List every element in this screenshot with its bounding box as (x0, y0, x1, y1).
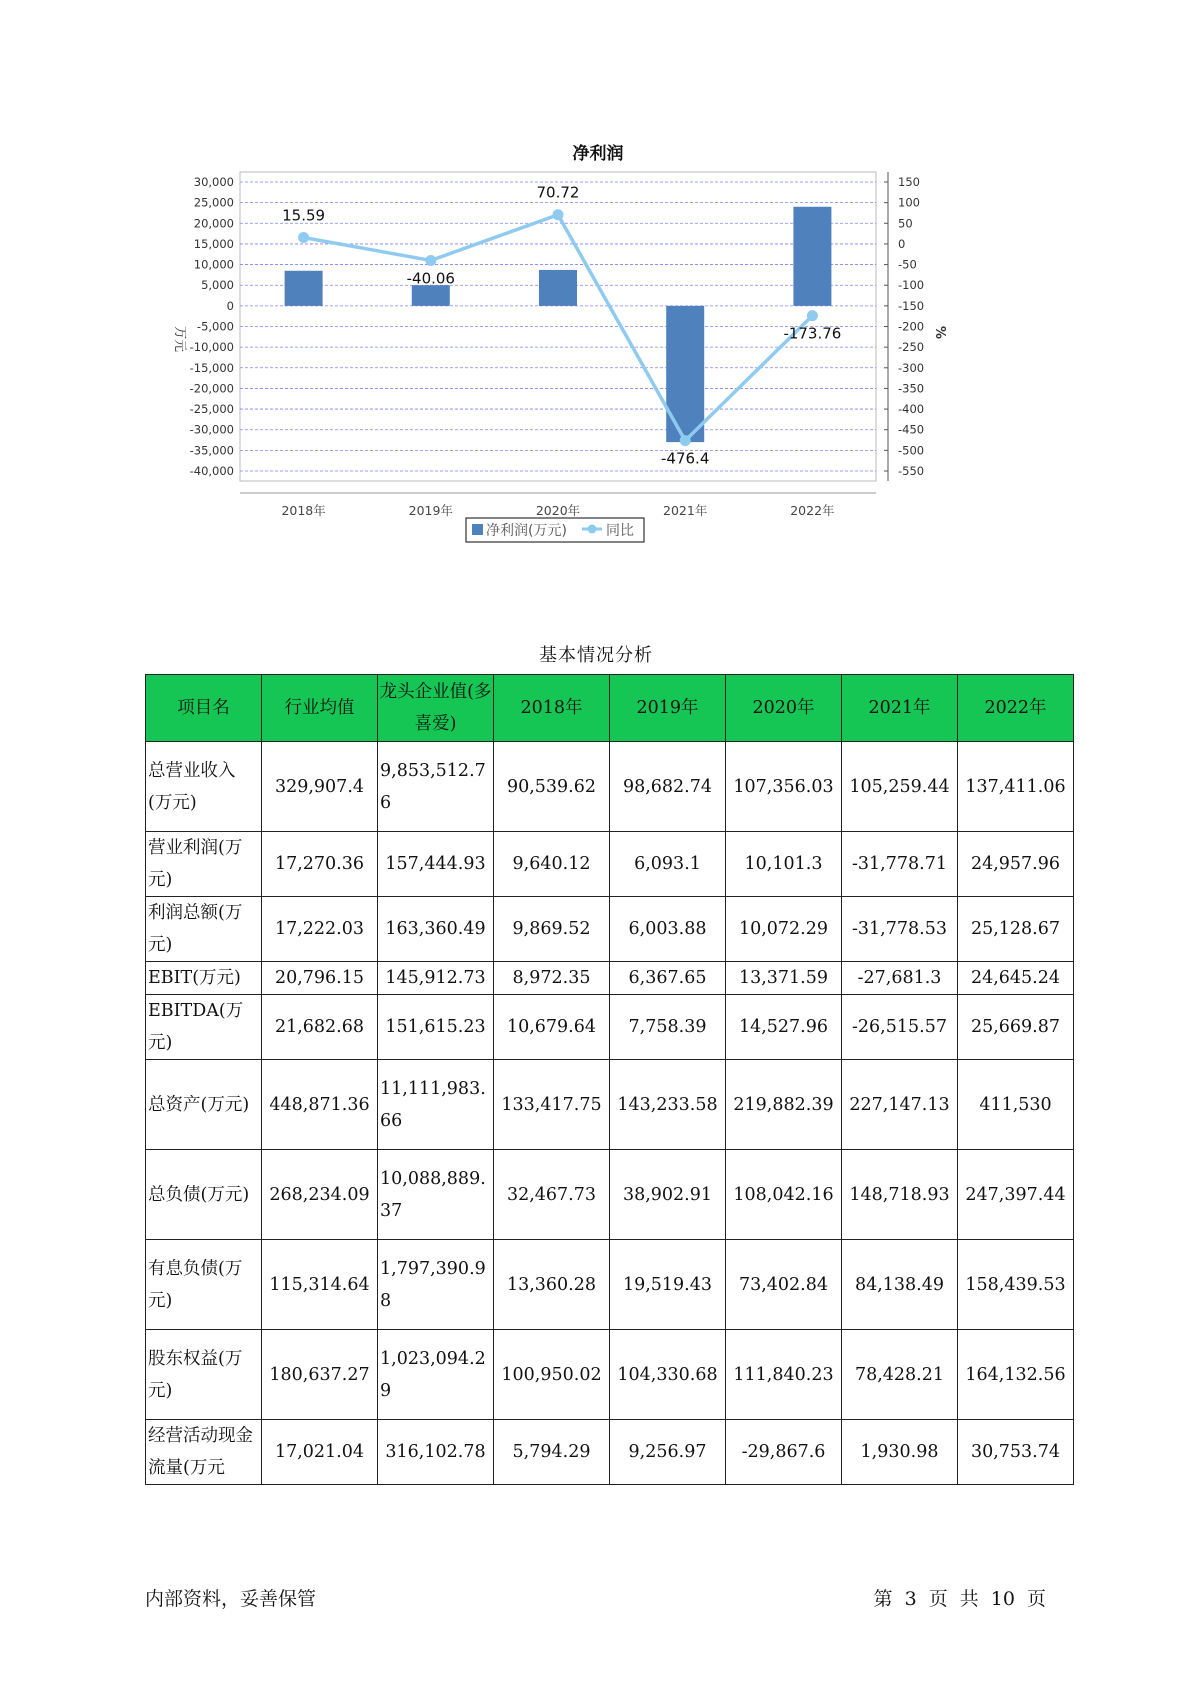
value-cell: 115,314.64 (262, 1240, 378, 1330)
value-cell: 164,132.56 (958, 1330, 1074, 1420)
value-cell: -31,778.71 (842, 832, 958, 897)
row-label-cell: 股东权益(万元) (146, 1330, 262, 1420)
y-left-tick-label: 25,000 (193, 195, 234, 210)
y-right-tick-label: 0 (898, 236, 906, 251)
y-left-tick-label: -10,000 (189, 340, 234, 355)
y-left-tick-label: -35,000 (189, 443, 234, 458)
row-label-cell: 利润总额(万元) (146, 897, 262, 962)
basic-analysis-table (145, 674, 1074, 1485)
table-header-cell: 项目名 (146, 675, 262, 742)
value-cell: 84,138.49 (842, 1240, 958, 1330)
chart-bars (285, 207, 832, 442)
value-cell: 25,669.87 (958, 995, 1074, 1060)
value-cell: 10,072.29 (726, 897, 842, 962)
value-cell: 25,128.67 (958, 897, 1074, 962)
yoy-data-label: -476.4 (661, 449, 710, 468)
table-header-cell: 2019年 (610, 675, 726, 742)
value-cell: 6,367.65 (610, 962, 726, 995)
y-left-tick-label: 10,000 (193, 257, 234, 272)
yoy-data-label: -40.06 (406, 269, 455, 288)
legend-line-marker (588, 525, 597, 534)
row-label-cell: EBIT(万元) (146, 962, 262, 995)
value-cell: 19,519.43 (610, 1240, 726, 1330)
value-cell: 316,102.78 (378, 1420, 494, 1485)
value-cell: 100,950.02 (494, 1330, 610, 1420)
value-cell: 9,853,512.76 (378, 742, 494, 832)
table-row (146, 995, 1074, 1060)
row-label-cell: 营业利润(万元) (146, 832, 262, 897)
value-cell: 30,753.74 (958, 1420, 1074, 1485)
value-cell: 17,270.36 (262, 832, 378, 897)
y-left-tick-label: -20,000 (189, 381, 234, 396)
table-header-cell: 2018年 (494, 675, 610, 742)
value-cell: 9,256.97 (610, 1420, 726, 1485)
yoy-point (298, 232, 309, 243)
value-cell: 1,797,390.98 (378, 1240, 494, 1330)
value-cell: 21,682.68 (262, 995, 378, 1060)
value-cell: 137,411.06 (958, 742, 1074, 832)
value-cell: 111,840.23 (726, 1330, 842, 1420)
table-header-cell: 2022年 (958, 675, 1074, 742)
y-left-tick-label: 15,000 (193, 236, 234, 251)
value-cell: 90,539.62 (494, 742, 610, 832)
table-header-row (146, 675, 1074, 742)
yoy-line (304, 215, 813, 441)
value-cell: 157,444.93 (378, 832, 494, 897)
value-cell: 10,101.3 (726, 832, 842, 897)
table-row (146, 1240, 1074, 1330)
y-right-tick-label: -550 (898, 464, 925, 478)
y-right-tick-label: -150 (898, 298, 925, 313)
table-header-cell: 2021年 (842, 675, 958, 742)
value-cell: 10,088,889.37 (378, 1150, 494, 1240)
value-cell: 9,869.52 (494, 897, 610, 962)
table-row (146, 742, 1074, 832)
net-profit-bar (412, 285, 450, 306)
footer-page-number: 第 3 页 共 10 页 (873, 1588, 1046, 1610)
y-left-tick-label: 0 (226, 298, 234, 313)
value-cell: 329,907.4 (262, 742, 378, 832)
value-cell: 151,615.23 (378, 995, 494, 1060)
row-label-cell: 总营业收入(万元) (146, 742, 262, 832)
value-cell: 24,645.24 (958, 962, 1074, 995)
value-cell: 78,428.21 (842, 1330, 958, 1420)
y-right-tick-label: -300 (898, 360, 925, 375)
value-cell: 73,402.84 (726, 1240, 842, 1330)
legend-item-yoy: 同比 (606, 523, 634, 539)
value-cell: 107,356.03 (726, 742, 842, 832)
y-right-tick-label: -400 (898, 402, 925, 417)
x-tick-label: 2022年 (790, 503, 835, 518)
yoy-data-label: -173.76 (783, 324, 842, 343)
y-left-tick-label: -40,000 (189, 464, 234, 478)
value-cell: 13,371.59 (726, 962, 842, 995)
value-cell: 1,023,094.29 (378, 1330, 494, 1420)
chart-yoy-line (298, 209, 818, 446)
value-cell: 98,682.74 (610, 742, 726, 832)
y-left-tick-label: -30,000 (189, 422, 234, 437)
value-cell: 7,758.39 (610, 995, 726, 1060)
y-right-tick-label: -250 (898, 340, 925, 355)
table-row (146, 1330, 1074, 1420)
y-right-tick-label: 150 (898, 175, 920, 189)
value-cell: 448,871.36 (262, 1060, 378, 1150)
y-right-tick-label: -350 (898, 381, 925, 396)
y-left-tick-label: 20,000 (193, 216, 234, 231)
table-row (146, 1060, 1074, 1150)
value-cell: -27,681.3 (842, 962, 958, 995)
x-tick-label: 2019年 (408, 503, 453, 518)
table-header-cell: 龙头企业值(多喜爱) (378, 675, 494, 742)
y-right-tick-label: -500 (898, 443, 925, 458)
table-row (146, 897, 1074, 962)
yoy-point (807, 310, 818, 321)
value-cell: 20,796.15 (262, 962, 378, 995)
legend-bar-swatch (472, 524, 483, 535)
value-cell: 108,042.16 (726, 1150, 842, 1240)
value-cell: 247,397.44 (958, 1150, 1074, 1240)
table-row (146, 1420, 1074, 1485)
yoy-point (680, 435, 691, 446)
y-left-tick-label: -25,000 (189, 402, 234, 417)
y-left-axis-label: 万元 (172, 326, 187, 353)
value-cell: 1,930.98 (842, 1420, 958, 1485)
value-cell: 6,003.88 (610, 897, 726, 962)
x-tick-label: 2018年 (281, 503, 326, 518)
value-cell: 10,679.64 (494, 995, 610, 1060)
value-cell: 104,330.68 (610, 1330, 726, 1420)
value-cell: 9,640.12 (494, 832, 610, 897)
yoy-data-label: 70.72 (536, 183, 580, 202)
value-cell: 158,439.53 (958, 1240, 1074, 1330)
y-left-tick-label: 30,000 (193, 175, 234, 189)
chart-legend (466, 518, 644, 542)
table-caption: 基本情况分析 (539, 645, 653, 666)
y-right-axis-label: % (932, 326, 947, 340)
legend-item-net-profit: 净利润(万元) (486, 523, 567, 539)
value-cell: 148,718.93 (842, 1150, 958, 1240)
value-cell: 32,467.73 (494, 1150, 610, 1240)
value-cell: -26,515.57 (842, 995, 958, 1060)
y-left-tick-label: 5,000 (201, 278, 234, 293)
table-header-cell: 2020年 (726, 675, 842, 742)
value-cell: 38,902.91 (610, 1150, 726, 1240)
table-row (146, 1150, 1074, 1240)
value-cell: 24,957.96 (958, 832, 1074, 897)
value-cell: -29,867.6 (726, 1420, 842, 1485)
value-cell: 163,360.49 (378, 897, 494, 962)
row-label-cell: EBITDA(万元) (146, 995, 262, 1060)
table-row (146, 962, 1074, 995)
net-profit-chart (170, 130, 1030, 600)
net-profit-bar (285, 271, 323, 306)
row-label-cell: 总负债(万元) (146, 1150, 262, 1240)
table-header-cell: 行业均值 (262, 675, 378, 742)
row-label-cell: 经营活动现金流量(万元 (146, 1420, 262, 1485)
y-right-tick-label: 50 (898, 216, 913, 231)
value-cell: 5,794.29 (494, 1420, 610, 1485)
value-cell: 133,417.75 (494, 1060, 610, 1150)
value-cell: 145,912.73 (378, 962, 494, 995)
y-right-tick-label: -50 (898, 257, 917, 272)
y-right-tick-label: -200 (898, 319, 925, 334)
net-profit-bar (666, 306, 704, 442)
value-cell: 6,093.1 (610, 832, 726, 897)
chart-data-labels (282, 184, 841, 468)
value-cell: 14,527.96 (726, 995, 842, 1060)
value-cell: 268,234.09 (262, 1150, 378, 1240)
y-right-tick-label: -450 (898, 422, 925, 437)
y-right-tick-label: -100 (898, 278, 925, 293)
value-cell: 219,882.39 (726, 1060, 842, 1150)
value-cell: 11,111,983.66 (378, 1060, 494, 1150)
value-cell: 411,530 (958, 1060, 1074, 1150)
net-profit-bar (793, 207, 831, 306)
table-row (146, 832, 1074, 897)
row-label-cell: 有息负债(万元) (146, 1240, 262, 1330)
value-cell: 143,233.58 (610, 1060, 726, 1150)
value-cell: 17,021.04 (262, 1420, 378, 1485)
value-cell: 227,147.13 (842, 1060, 958, 1150)
value-cell: 105,259.44 (842, 742, 958, 832)
chart-title: 净利润 (572, 144, 624, 164)
y-left-tick-label: -15,000 (189, 360, 234, 375)
value-cell: 8,972.35 (494, 962, 610, 995)
row-label-cell: 总资产(万元) (146, 1060, 262, 1150)
x-tick-label: 2021年 (663, 503, 708, 518)
x-tick-label: 2020年 (535, 503, 581, 518)
value-cell: 17,222.03 (262, 897, 378, 962)
yoy-point (553, 209, 564, 220)
footer-confidential-note: 内部资料，妥善保管 (145, 1588, 317, 1610)
yoy-data-label: 15.59 (282, 206, 326, 225)
yoy-point (425, 255, 436, 266)
net-profit-bar (539, 270, 577, 306)
y-left-tick-label: -5,000 (196, 319, 234, 334)
value-cell: 180,637.27 (262, 1330, 378, 1420)
y-right-tick-label: 100 (898, 195, 920, 210)
value-cell: -31,778.53 (842, 897, 958, 962)
value-cell: 13,360.28 (494, 1240, 610, 1330)
